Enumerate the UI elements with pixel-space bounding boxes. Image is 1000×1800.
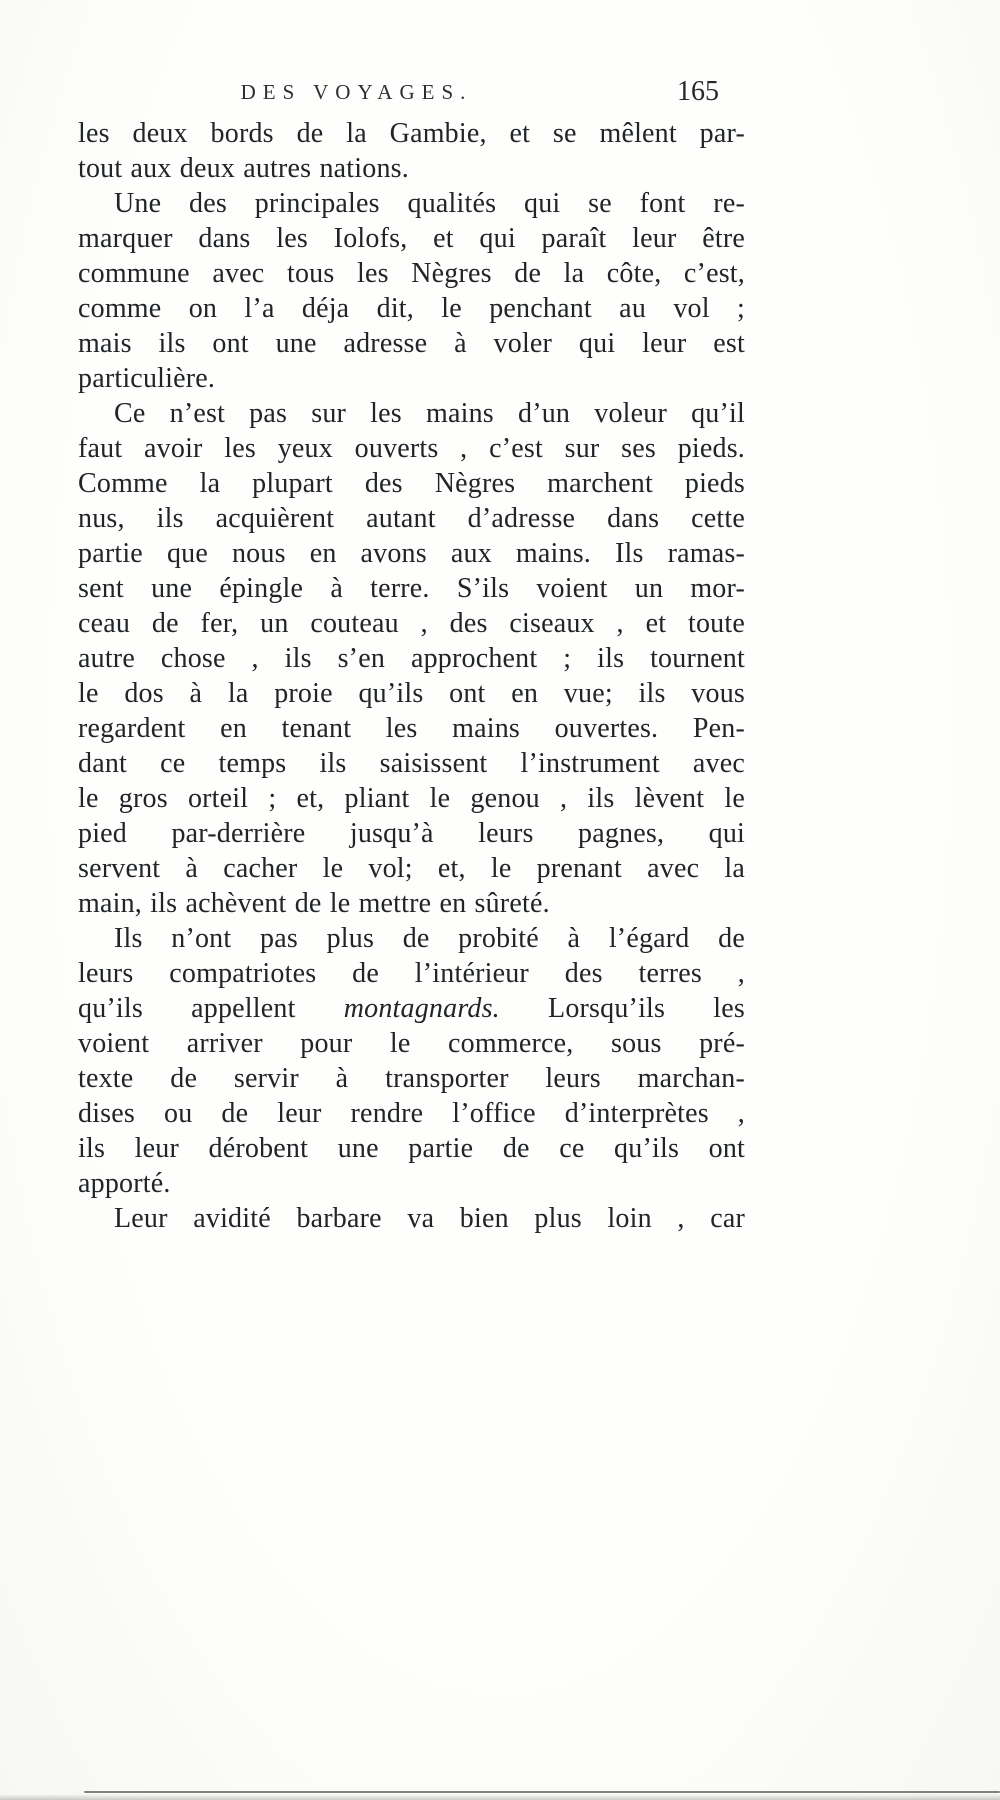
text-segment: autre chose , ils s’en approchent ; ils tournent xyxy=(78,643,745,674)
text-segment: Lorsqu’ils les xyxy=(499,993,745,1024)
text-line xyxy=(78,186,745,221)
italic-text: montagnards. xyxy=(343,993,500,1024)
text-segment: main, ils achèvent de le mettre en sûreté. xyxy=(78,888,550,919)
text-line xyxy=(78,466,745,501)
text-segment: leurs compatriotes de l’intérieur des terres , xyxy=(78,958,745,989)
text-segment: le gros orteil ; et, pliant le genou , ils lèvent le xyxy=(78,783,745,814)
text-line xyxy=(78,1201,745,1236)
text-segment: servent à cacher le vol; et, le prenant avec la xyxy=(78,853,745,884)
running-title: DES VOYAGES. xyxy=(240,80,473,104)
text-segment: apporté. xyxy=(78,1168,171,1199)
text-segment: qu’ils appellent xyxy=(78,993,344,1024)
paragraph xyxy=(78,1201,745,1236)
page-number: 165 xyxy=(677,76,719,107)
text-segment: sent une épingle à terre. S’ils voient un mor- xyxy=(78,573,745,604)
text-segment: marquer dans les Iolofs, et qui paraît leur être xyxy=(78,223,745,254)
text-segment: dises ou de leur rendre l’office d’interprètes , xyxy=(78,1098,745,1129)
text-segment: le dos à la proie qu’ils ont en vue; ils vous xyxy=(78,678,745,709)
text-segment: nus, ils acquièrent autant d’adresse dans cette xyxy=(78,503,745,534)
text-line xyxy=(78,606,745,641)
text-line xyxy=(78,396,745,431)
text-line xyxy=(78,501,745,536)
text-segment: Ils n’ont pas plus de probité à l’égard de xyxy=(114,923,745,954)
text-segment: voient arriver pour le commerce, sous pré- xyxy=(78,1028,745,1059)
text-segment: pied par-derrière jusqu’à leurs pagnes, qui xyxy=(78,818,745,849)
text-segment: comme on l’a déja dit, le penchant au vol ; xyxy=(78,293,745,324)
text-segment: mais ils ont une adresse à voler qui leur est xyxy=(78,328,745,359)
text-line xyxy=(78,1131,745,1166)
text-line xyxy=(78,1166,745,1201)
paragraph xyxy=(78,921,745,1201)
text-line xyxy=(78,571,745,606)
text-segment: particulière. xyxy=(78,363,216,394)
text-line xyxy=(78,1026,745,1061)
text-line xyxy=(78,1061,745,1096)
text-segment: Leur avidité barbare va bien plus loin , car xyxy=(114,1203,745,1234)
text-segment: ceau de fer, un couteau , des ciseaux , et toute xyxy=(78,608,745,639)
scan-edge-artifact xyxy=(84,1791,1000,1793)
text-line xyxy=(78,886,745,921)
paragraph xyxy=(78,116,745,186)
text-segment: regardent en tenant les mains ouvertes. Pen- xyxy=(78,713,745,744)
text-segment: texte de servir à transporter leurs marchan- xyxy=(78,1063,745,1094)
text-line xyxy=(78,361,745,396)
text-line xyxy=(78,991,745,1026)
text-line xyxy=(78,221,745,256)
text-segment: commune avec tous les Nègres de la côte, c’est, xyxy=(78,258,745,289)
text-line xyxy=(78,326,745,361)
text-line xyxy=(78,256,745,291)
text-segment: dant ce temps ils saisissent l’instrument avec xyxy=(78,748,745,779)
text-line xyxy=(78,431,745,466)
text-line xyxy=(78,291,745,326)
text-line xyxy=(78,676,745,711)
text-line xyxy=(78,641,745,676)
text-segment: Une des principales qualités qui se font re- xyxy=(114,188,745,219)
body-text xyxy=(78,116,745,1236)
paragraph xyxy=(78,186,745,396)
page-header xyxy=(78,76,745,112)
text-line xyxy=(78,536,745,571)
text-line xyxy=(78,711,745,746)
text-line xyxy=(78,781,745,816)
text-segment: faut avoir les yeux ouverts , c’est sur ses pieds. xyxy=(78,433,745,464)
text-line xyxy=(78,116,745,151)
text-segment: partie que nous en avons aux mains. Ils ramas- xyxy=(78,538,745,569)
text-line xyxy=(78,1096,745,1131)
text-line xyxy=(78,746,745,781)
text-segment: Comme la plupart des Nègres marchent pieds xyxy=(78,468,745,499)
text-line xyxy=(78,921,745,956)
text-segment: les deux bords de la Gambie, et se mêlent par- xyxy=(78,118,745,149)
text-segment: tout aux deux autres nations. xyxy=(78,153,409,184)
text-line xyxy=(78,816,745,851)
text-segment: Ce n’est pas sur les mains d’un voleur qu’il xyxy=(114,398,745,429)
paragraph xyxy=(78,396,745,921)
text-line xyxy=(78,851,745,886)
text-segment: ils leur dérobent une partie de ce qu’ils ont xyxy=(78,1133,745,1164)
scan-shadow xyxy=(0,1794,1000,1800)
text-line xyxy=(78,956,745,991)
text-line xyxy=(78,151,745,186)
